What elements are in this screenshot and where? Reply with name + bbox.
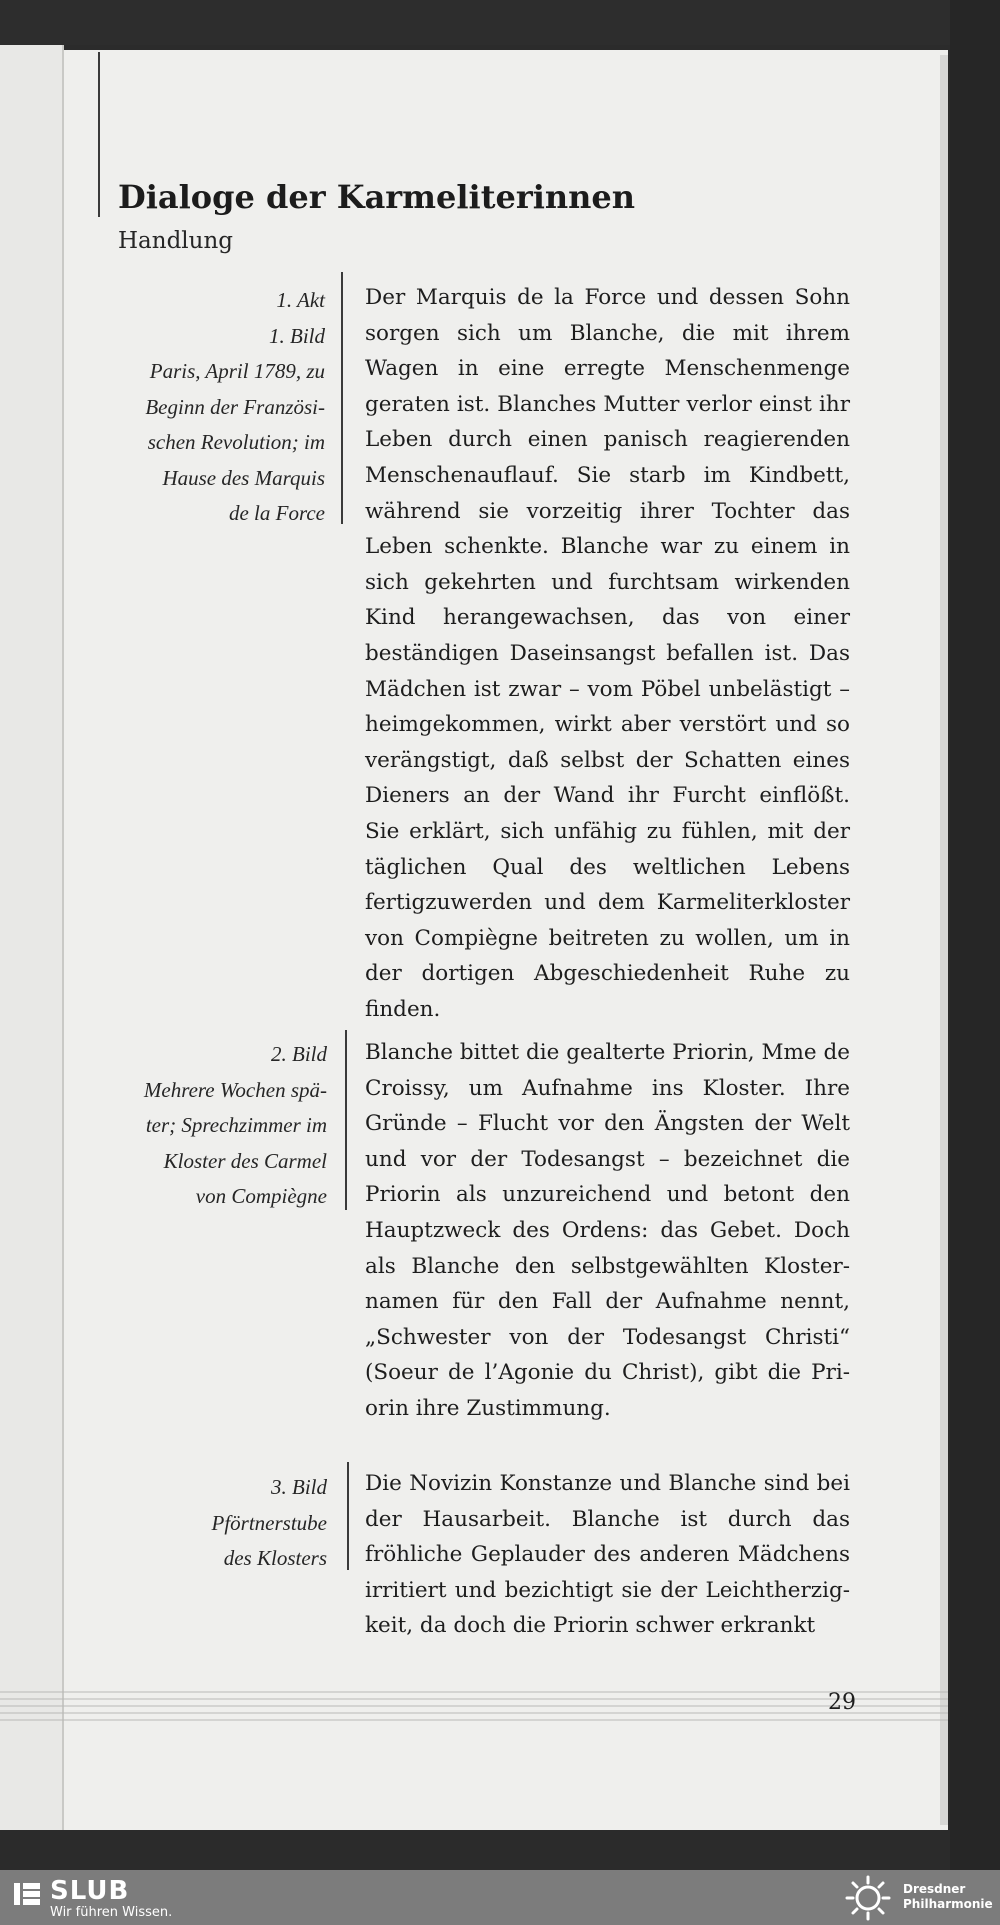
paragraph-scene2: Blanche bittet die gealterte Priorin, Mme de Croissy, um Aufnahme ins Kloster. Ihre Gründe – Flucht vor den Ängsten der Welt und vor der Todesangst – bezeichnet die Priorin als unzureichend und betont den Hauptzweck des Ordens: das Gebet. Doch als Blanche den selbstgewählten Klosternamen für den Fall der Aufnahme nennt, „Schwester von der Todesangst Christi“ (Soeur de l’Agonie du Christ), gibt die Priorin ihre Zustimmung. <box>365 1040 850 1421</box>
slub-name: SLUB <box>50 1876 130 1906</box>
margin-note-scene3: 3. Bild Pförtnerstube des Klosters <box>211 1475 327 1570</box>
page-title: Dialoge der Karmeliterinnen <box>118 178 635 216</box>
slub-logo-icon <box>14 1883 40 1905</box>
facing-page-edge <box>0 45 64 1830</box>
margin-rule-1 <box>341 272 343 524</box>
philharmonie-name-line1: Dresdner <box>903 1882 966 1896</box>
footer-bar <box>0 1870 1000 1925</box>
music-staff-decoration <box>0 1688 948 1728</box>
header-rule <box>98 52 100 217</box>
page-subtitle: Handlung <box>118 228 234 254</box>
margin-rule-3 <box>347 1462 349 1570</box>
philharmonie-logo-icon <box>843 1873 893 1923</box>
philharmonie-name-line2: Philharmonie <box>903 1897 993 1911</box>
page-number: 29 <box>828 1690 856 1715</box>
philharmonie-name <box>903 1882 993 1912</box>
slub-tagline: Wir führen Wissen. <box>50 1905 173 1920</box>
paragraph-scene3: Die Novizin Konstanze und Blanche sind bei der Hausarbeit. Blanche ist durch das fröhliche Geplauder des anderen Mädchens irritiert und bezichtigt sie der Leichtherzigkeit, da doch die Priorin schwer erkrankt <box>365 1471 850 1639</box>
scan-background-right <box>950 0 1000 1870</box>
margin-rule-2 <box>345 1030 347 1210</box>
page-edge-shadow <box>940 55 948 1825</box>
scan-background-top <box>0 0 1000 45</box>
paragraph-scene1: Der Marquis de la Force und dessen Sohn sorgen sich um Blanche, die mit ihrem Wagen in eine erregte Menschenmenge geraten ist. Blanches Mutter verlor einst ihr Leben durch einen panisch reagierenden Menschenauflauf. Sie starb im Kindbett, während sie vorzeitig ihrer Tochter das Leben schenkte. Blanche war zu einem in sich gekehrten und furchtsam wirkenden Kind herangewachsen, das von einer beständigen Daseinsangst befallen ist. Das Mädchen ist zwar – vom Pöbel unbelästigt – heimgekommen, wirkt aber verstört und so verängstigt, daß selbst der Schatten eines Dieners an der Wand ihr Furcht einflößt. Sie erklärt, sich unfähig zu fühlen, mit der täglichen Qual des weltlichen Lebens fertigzuwerden und dem Karmeliterkloster von Compiègne beitreten zu wollen, um in der dortigen Abgeschiedenheit Ruhe zu finden. <box>365 285 850 1022</box>
margin-note-act1-scene1: 1. Akt 1. Bild Paris, April 1789, zu Beginn der Französi- schen Revolution; im Hause des Marquis de la Force <box>145 288 325 525</box>
margin-note-scene2: 2. Bild Mehrere Wochen spä- ter; Sprechzimmer im Kloster des Carmel von Compiègne <box>143 1042 327 1208</box>
